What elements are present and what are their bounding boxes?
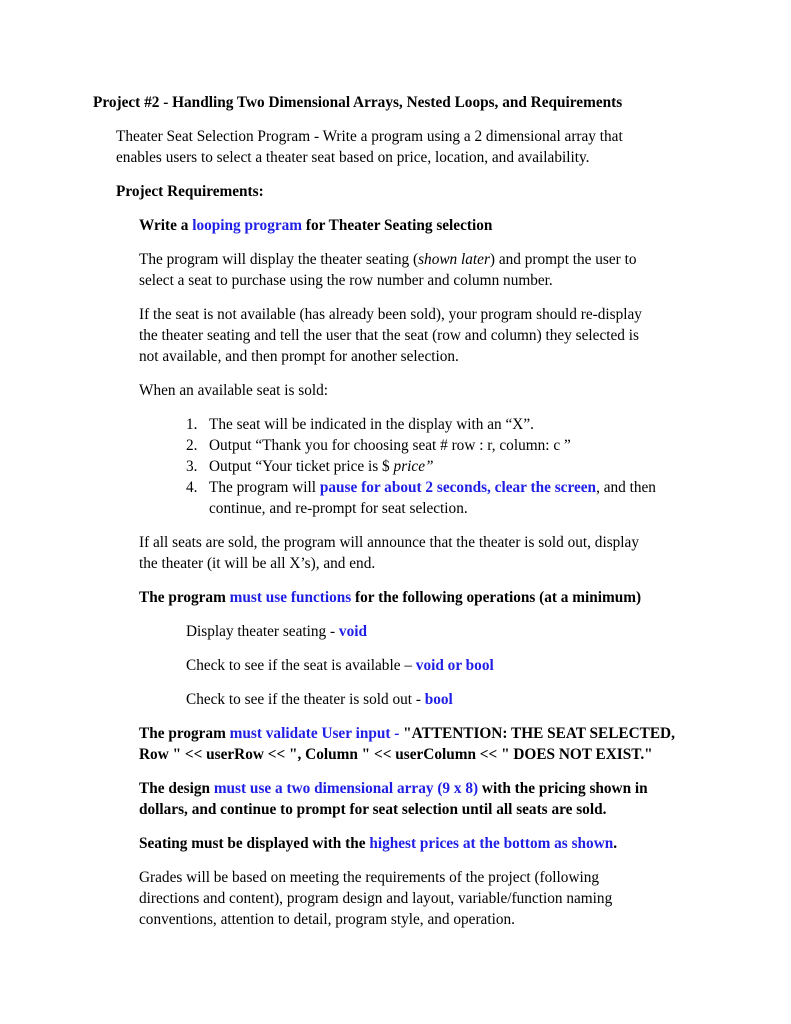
- function-item-display: [186, 622, 367, 642]
- intro-line: enables users to select a theater seat based on price, location, and availability.: [116, 149, 590, 166]
- display-pre: The program will display the theater seating (: [139, 251, 419, 268]
- soldout-para-line: the theater (it will be all X’s), and end.: [139, 555, 376, 572]
- design-pre: The design: [139, 780, 214, 797]
- function-item-soldout: [186, 690, 453, 710]
- functions-requirement: [139, 588, 641, 608]
- unavailable-para-line: not available, and then prompt for another selection.: [139, 348, 459, 365]
- list-item: [209, 478, 656, 498]
- list-number: 3.: [186, 458, 198, 475]
- validate-link-text: must validate User input -: [229, 725, 400, 742]
- soldout-para-line: If all seats are sold, the program will announce that the theater is sold out, display: [139, 534, 639, 551]
- design-link-text: must use a two dimensional array (9 x 8): [213, 780, 479, 797]
- unavailable-para-line: If the seat is not available (has already been sold), your program should re-display: [139, 306, 642, 323]
- design-post: with the pricing shown in: [478, 780, 648, 797]
- list-item-italic: price”: [393, 458, 434, 475]
- grades-para-line: conventions, attention to detail, program style, and operation.: [139, 911, 515, 928]
- grades-para-line: directions and content), program design and layout, variable/function naming: [139, 890, 613, 907]
- list-number: 4.: [186, 479, 198, 496]
- display-para-line: [139, 250, 636, 270]
- functions-post: for the following operations (at a minimum): [351, 589, 642, 606]
- display-italic: shown later: [418, 251, 490, 268]
- sold-intro: When an available seat is sold:: [139, 382, 329, 399]
- seating-link-text: highest prices at the bottom as shown: [369, 835, 614, 852]
- list-item-continuation: continue, and re-prompt for seat selection.: [209, 500, 468, 517]
- seating-pre: Seating must be displayed with the: [139, 835, 370, 852]
- display-para-line: select a seat to purchase using the row number and column number.: [139, 272, 553, 289]
- design-continuation: dollars, and continue to prompt for seat selection until all seats are sold.: [139, 801, 607, 818]
- requirements-heading: Project Requirements:: [116, 183, 264, 200]
- list-item-highlight: pause for about 2 seconds, clear the screen: [319, 479, 597, 496]
- list-item-pre: The program will: [209, 479, 320, 496]
- function-type: void: [338, 623, 367, 640]
- seating-post: .: [613, 835, 618, 852]
- grades-para-line: Grades will be based on meeting the requirements of the project (following: [139, 869, 600, 886]
- list-item-pre: Output “Your ticket price is $: [209, 458, 394, 475]
- looping-link-text: looping program: [192, 217, 303, 234]
- design-requirement: [139, 779, 648, 799]
- validate-message: Row " << userRow << ", Column " << userColumn << " DOES NOT EXIST.": [139, 746, 653, 763]
- list-item-post: , and then: [596, 479, 656, 496]
- page-title: Project #2 - Handling Two Dimensional Arrays, Nested Loops, and Requirements: [93, 94, 623, 111]
- function-desc: Check to see if the seat is available –: [186, 657, 416, 674]
- function-type: bool: [424, 691, 453, 708]
- looping-requirement: [139, 216, 492, 236]
- functions-link-text: must use functions: [229, 589, 352, 606]
- looping-post: for Theater Seating selection: [302, 217, 493, 234]
- function-item-available: [186, 656, 494, 676]
- unavailable-para-line: the theater seating and tell the user that the seat (row and column) they selected is: [139, 327, 639, 344]
- list-item: [209, 457, 434, 477]
- validate-requirement: [139, 724, 675, 744]
- function-type: void or bool: [415, 657, 494, 674]
- looping-pre: Write a: [139, 217, 193, 234]
- list-item: Output “Thank you for choosing seat # row : r, column: c ”: [209, 437, 571, 454]
- display-post: ) and prompt the user to: [489, 251, 637, 268]
- seating-requirement: [139, 834, 617, 854]
- validate-post: "ATTENTION: THE SEAT SELECTED,: [399, 725, 675, 742]
- list-number: 2.: [186, 437, 198, 454]
- function-desc: Display theater seating -: [186, 623, 339, 640]
- validate-pre: The program: [139, 725, 230, 742]
- list-item: The seat will be indicated in the display with an “X”.: [209, 416, 534, 433]
- intro-line: Theater Seat Selection Program - Write a program using a 2 dimensional array that: [116, 128, 623, 145]
- function-desc: Check to see if the theater is sold out -: [186, 691, 425, 708]
- functions-pre: The program: [139, 589, 230, 606]
- list-number: 1.: [186, 416, 198, 433]
